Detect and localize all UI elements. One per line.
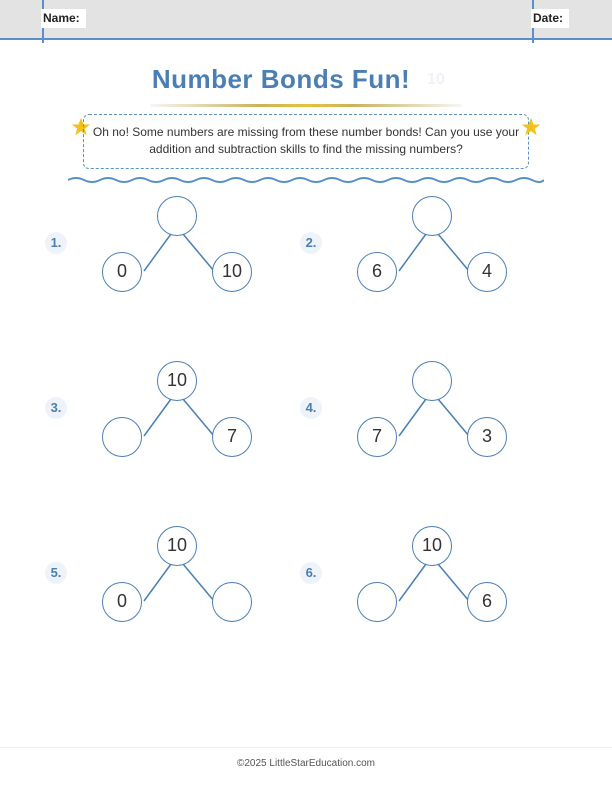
part-right-circle[interactable] bbox=[212, 582, 252, 622]
part-right-circle[interactable]: 6 bbox=[467, 582, 507, 622]
page-title: Number Bonds Fun! bbox=[151, 64, 411, 94]
whole-circle[interactable] bbox=[412, 196, 452, 236]
star-icon bbox=[521, 117, 541, 137]
number-bond-problem-3 bbox=[45, 361, 305, 481]
whole-circle[interactable]: 10 bbox=[157, 526, 197, 566]
part-left-circle[interactable] bbox=[102, 417, 142, 457]
part-left-circle[interactable]: 0 bbox=[102, 582, 142, 622]
whole-circle[interactable]: 10 bbox=[157, 361, 197, 401]
problem-number: 1. bbox=[45, 232, 67, 254]
whole-circle[interactable]: 10 bbox=[412, 526, 452, 566]
part-right-circle[interactable]: 4 bbox=[467, 252, 507, 292]
problem-number: 4. bbox=[300, 397, 322, 419]
title-badge: 10 bbox=[427, 71, 445, 88]
number-bond-problem-2 bbox=[300, 196, 560, 316]
instructions-text: Oh no! Some numbers are missing from these number bonds! Can you use your addition and subtraction skills to find the missing numbers? bbox=[92, 125, 520, 156]
instructions-box bbox=[83, 114, 529, 169]
date-label: Date: bbox=[533, 11, 564, 25]
wave-divider bbox=[68, 175, 544, 185]
number-bond-problem-5 bbox=[45, 526, 305, 646]
footer-copyright: ©2025 LittleStarEducation.com bbox=[236, 758, 375, 769]
part-right-circle[interactable]: 10 bbox=[212, 252, 252, 292]
title-underline bbox=[150, 104, 462, 107]
number-bond-problem-1 bbox=[45, 196, 305, 316]
part-right-circle[interactable]: 3 bbox=[467, 417, 507, 457]
date-field[interactable] bbox=[531, 9, 569, 28]
footer-divider bbox=[0, 747, 612, 748]
number-bond-problem-4 bbox=[300, 361, 560, 481]
part-left-circle[interactable]: 0 bbox=[102, 252, 142, 292]
name-field[interactable] bbox=[41, 9, 86, 28]
part-left-circle[interactable]: 7 bbox=[357, 417, 397, 457]
name-label: Name: bbox=[43, 11, 80, 25]
problem-number: 5. bbox=[45, 562, 67, 584]
header-bar bbox=[0, 0, 612, 40]
problem-number: 6. bbox=[300, 562, 322, 584]
whole-circle[interactable] bbox=[157, 196, 197, 236]
part-left-circle[interactable]: 6 bbox=[357, 252, 397, 292]
whole-circle[interactable] bbox=[412, 361, 452, 401]
part-left-circle[interactable] bbox=[357, 582, 397, 622]
problem-number: 2. bbox=[300, 232, 322, 254]
number-bond-problem-6 bbox=[300, 526, 560, 646]
problem-number: 3. bbox=[45, 397, 67, 419]
part-right-circle[interactable]: 7 bbox=[212, 417, 252, 457]
